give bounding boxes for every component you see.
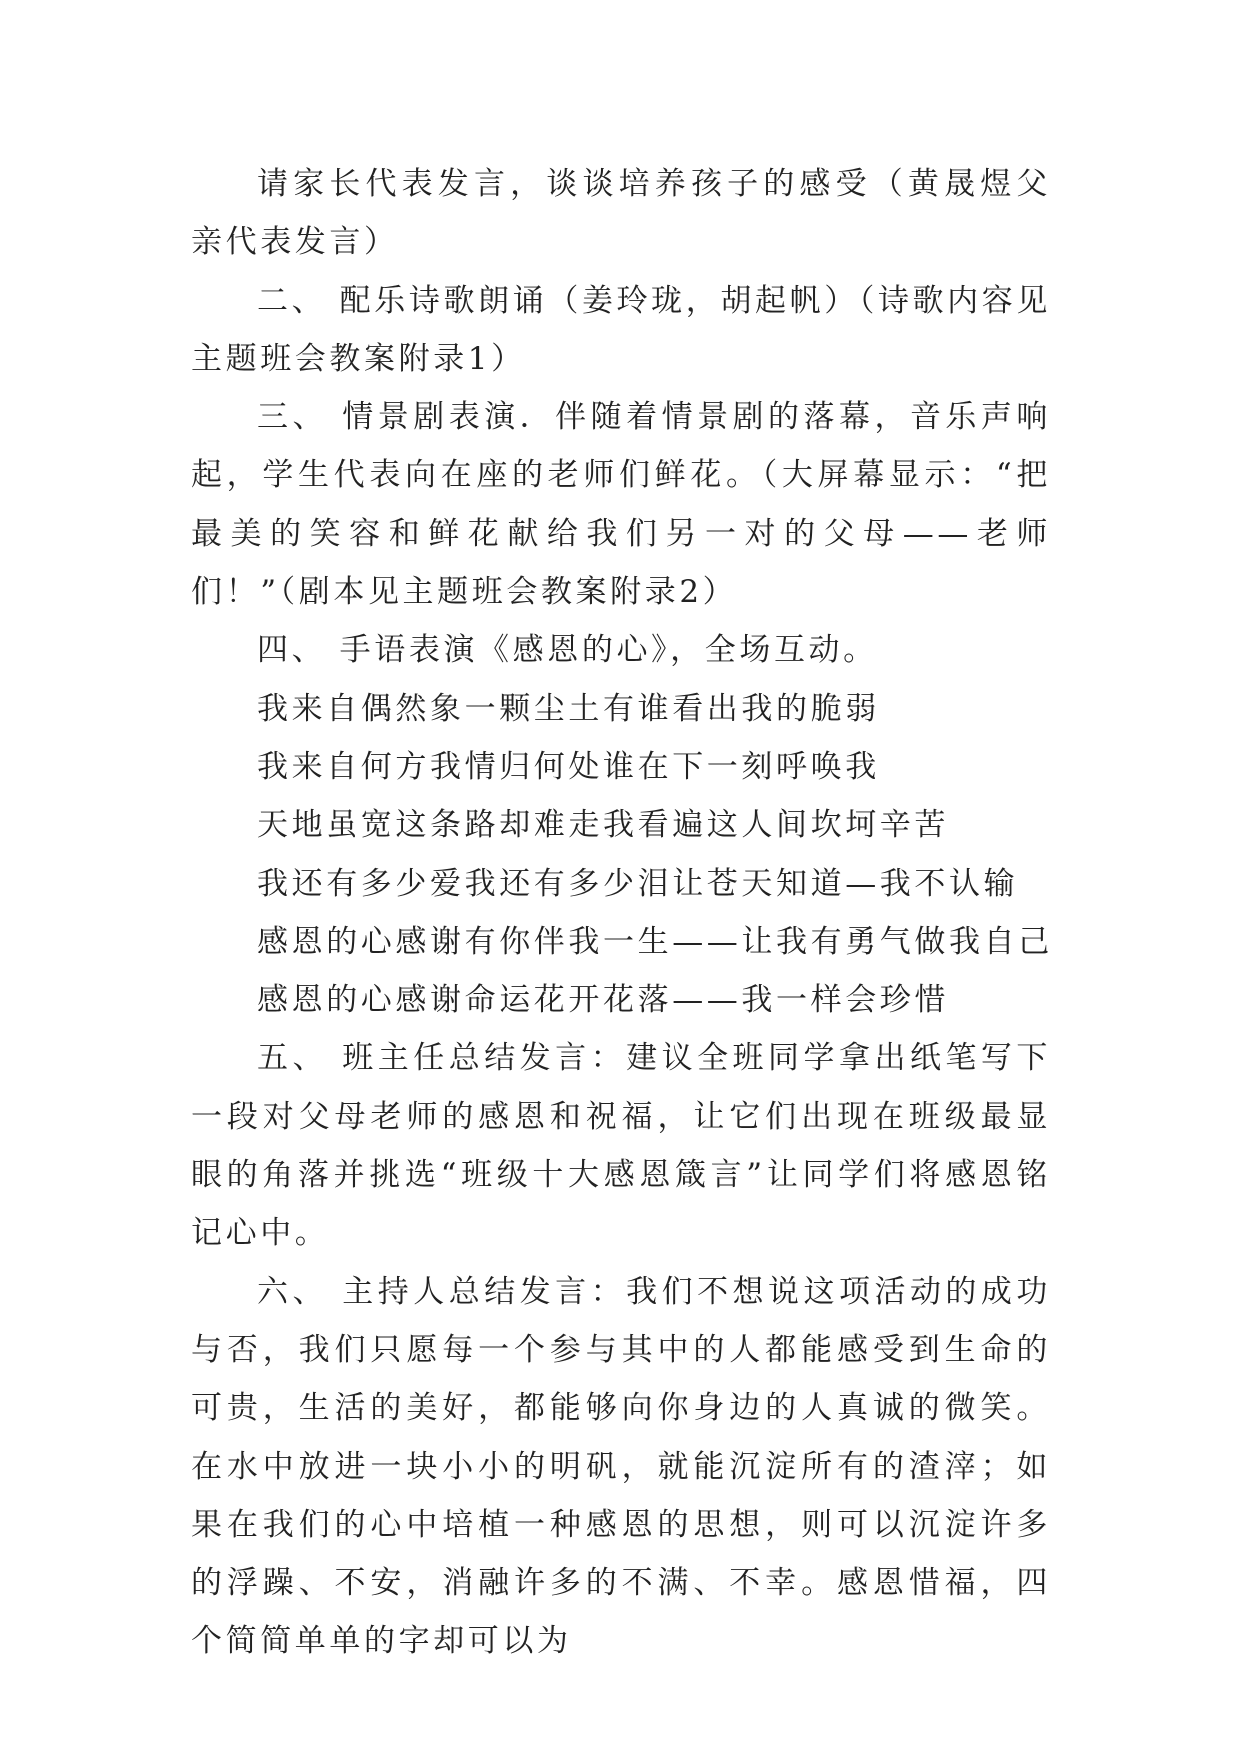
- paragraph-parent-speech: 请家长代表发言，谈谈培养孩子的感受（黄晟煜父亲代表发言）: [191, 166, 1051, 261]
- lyric-line: 我还有多少爱我还有多少泪让苍天知道—我不认输: [257, 865, 1019, 902]
- lyric-line: 我来自何方我情归何处谁在下一刻呼唤我: [257, 748, 880, 785]
- paragraph-skit: 三、 情景剧表演．伴随着情景剧的落幕，音乐声响起，学生代表向在座的老师们鲜花。（大屏幕显示：“把最美的笑容和鲜花献给我们另一对的父母——老师们！”（剧本见主题班会教案附录2）: [191, 399, 1051, 611]
- paragraph-host-summary: 六、 主持人总结发言：我们不想说这项活动的成功与否，我们只愿每一个参与其中的人都能感受到生命的可贵，生活的美好，都能够向你身边的人真诚的微笑。在水中放进一块小小的明矾，就能沉淀所有的渣滓；如果在我们的心中培植一种感恩的思想，则可以沉淀许多的浮躁、不安，消融许多的不满、不幸。感恩惜福，四个简简单单的字却可以为: [191, 1273, 1051, 1660]
- lyric-line: 我来自偶然象一颗尘土有谁看出我的脆弱: [257, 690, 880, 727]
- lyric-line: 感恩的心感谢命运花开花落——我一样会珍惜: [257, 982, 949, 1019]
- paragraph-sign-language: 四、 手语表演《感恩的心》，全场互动。: [257, 632, 878, 669]
- lyric-line: 天地虽宽这条路却难走我看遍这人间坎坷辛苦: [257, 807, 949, 844]
- paragraph-teacher-summary: 五、 班主任总结发言：建议全班同学拿出纸笔写下一段对父母老师的感恩和祝福，让它们出现在班级最显眼的角落并挑选“班级十大感恩箴言”让同学们将感恩铭记心中。: [191, 1040, 1051, 1252]
- document-body: [191, 155, 1051, 1671]
- lyric-line: 感恩的心感谢有你伴我一生——让我有勇气做我自己: [257, 923, 1053, 960]
- paragraph-poem-recital: 二、 配乐诗歌朗诵（姜玲珑，胡起帆）（诗歌内容见主题班会教案附录1）: [191, 282, 1051, 377]
